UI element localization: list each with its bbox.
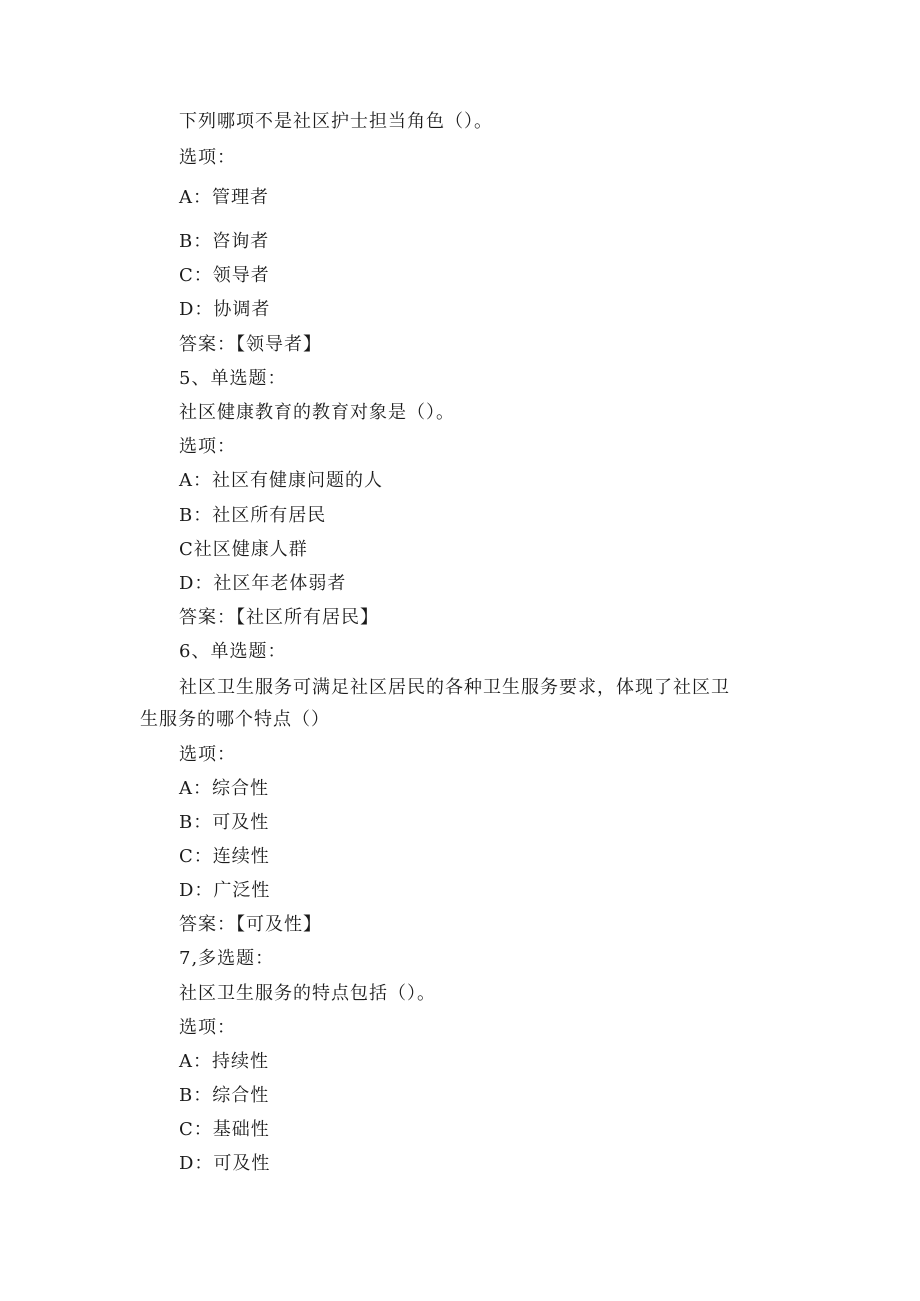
q4-options-label: 选项： [179,147,236,168]
q5-option-b: B：社区所有居民 [179,505,327,526]
q6-option-a: A：综合性 [179,778,269,799]
q6-header: 6、单选题： [179,641,287,662]
q7-option-b: B：综合性 [179,1085,270,1106]
q6-answer: 答案：【可及性】 [179,914,322,935]
q5-answer: 答案：【社区所有居民】 [179,607,379,628]
q4-option-a: A：管理者 [179,187,269,208]
q4-option-b: B：咨询者 [179,231,270,252]
q6-question-line2: 生服务的哪个特点（） [140,709,330,730]
q4-option-c: C：领导者 [179,265,270,286]
q7-option-d: D：可及性 [179,1153,271,1174]
q5-question: 社区健康教育的教育对象是（）。 [179,402,455,423]
q7-header: 7,多选题： [179,948,275,969]
q5-option-a: A：社区有健康问题的人 [179,470,383,491]
q4-question: 下列哪项不是社区护士担当角色（）。 [179,111,493,132]
q7-options-label: 选项： [179,1017,236,1038]
q6-question-line1: 社区卫生服务可满足社区居民的各种卫生服务要求，体现了社区卫 [179,677,730,698]
q7-question: 社区卫生服务的特点包括（）。 [179,983,436,1004]
q7-option-a: A：持续性 [179,1051,269,1072]
q6-option-c: C：连续性 [179,846,270,867]
q5-header: 5、单选题： [179,368,287,389]
q6-option-d: D：广泛性 [179,880,271,901]
q5-option-d: D：社区年老体弱者 [179,573,347,594]
q6-option-b: B：可及性 [179,812,270,833]
q5-options-label: 选项： [179,436,236,457]
q6-options-label: 选项： [179,744,236,765]
q4-option-d: D：协调者 [179,299,271,320]
q7-option-c: C：基础性 [179,1119,270,1140]
q5-option-c: C社区健康人群 [179,539,308,560]
q4-answer: 答案：【领导者】 [179,334,322,355]
